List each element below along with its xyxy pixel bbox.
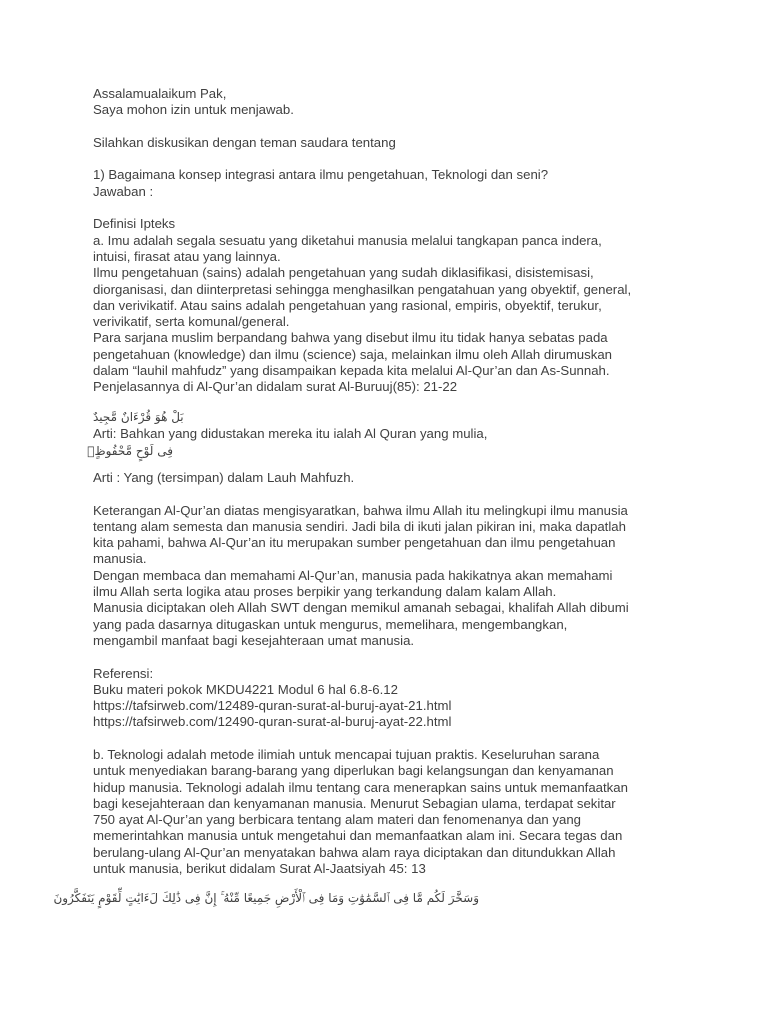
spacer (93, 200, 683, 216)
spacer (93, 486, 683, 502)
arabic-verse-al-buruj-22: فِى لَوْحٍ مَّحْفُوظٍۭ (87, 443, 173, 458)
text-line: mengambil manfaat bagi kesejahteraan umat manusia. (93, 632, 415, 648)
greeting-line-1: Assalamualaikum Pak, (93, 86, 227, 101)
text-line: memerintahkan manusia untuk mengetahui dan memanfaatkan alam ini. Secara tegas dan (93, 828, 623, 844)
text-line: yang pada dasarnya ditugaskan untuk mengurus, memelihara, mengembangkan, (93, 616, 568, 632)
spacer (93, 731, 683, 747)
reference-link: https://tafsirweb.com/12490-quran-surat-al-buruj-ayat-22.html (93, 714, 452, 730)
section-a-paragraph (93, 233, 683, 396)
spacer (93, 396, 683, 408)
arabic-verse-al-jaatsiyah-13: وَسَخَّرَ لَكُم مَّا فِى ٱلسَّمَٰوَٰتِ وَمَا فِى ٱلْأَرْضِ جَمِيعًا مِّنْهُ ۚ إِنَّ فِى ذَٰلِكَ لَءَايَٰتٍ لِّقَوْمٍ يَتَفَكَّرُونَ (53, 891, 479, 906)
text-line: kita pahami, bahwa Al-Qur’an itu merupakan sumber pengetahuan dan ilmu pengetahuan (93, 535, 616, 551)
text-line: Keterangan Al-Qur’an diatas mengisyaratkan, bahwa ilmu Allah itu melingkupi ilmu manusia (93, 502, 628, 518)
arabic-verse-al-buruj-21: بَلْ هُوَ قُرْءَانٌ مَّجِيدٌ (93, 409, 184, 424)
reference-book: Buku materi pokok MKDU4221 Modul 6 hal 6.8-6.12 (93, 681, 398, 697)
translation-verse-22: Arti : Yang (tersimpan) dalam Lauh Mahfuzh. (93, 469, 355, 485)
document-body (53, 86, 683, 907)
section-a-heading: Definisi Ipteks (93, 216, 176, 232)
text-line: 750 ayat Al-Qur’an yang berbicara tentang alam materi dan fenomenanya dan yang (93, 812, 582, 828)
text-line: dan verivikatif. Atau sains adalah pengetahuan yang rasional, empiris, obyektif, terukur, (93, 297, 602, 313)
explanation-paragraph (93, 503, 683, 650)
reference-link: https://tafsirweb.com/12489-quran-surat-al-buruj-ayat-21.html (93, 698, 452, 714)
text-line: a. Imu adalah segala sesuatu yang diketahui manusia melalui tangkapan panca indera, (93, 232, 602, 248)
text-line: b. Teknologi adalah metode ilimiah untuk mencapai tujuan praktis. Keseluruhan sarana (93, 746, 600, 762)
text-line: hidup manusia. Teknologi adalah ilmu tentang cara menerapkan sains untuk memanfaatkan (93, 779, 628, 795)
text-line: untuk manusia, berikut didalam Surat Al-Jaatsiyah 45: 13 (93, 861, 426, 877)
discussion-prompt: Silahkan diskusikan dengan teman saudara tentang (93, 134, 396, 150)
text-line: diorganisasi, dan diinterpretasi sehingga menghasilkan pengatahuan yang obyektif, general, (93, 281, 632, 297)
spacer (93, 460, 683, 470)
section-b-paragraph (93, 747, 683, 877)
text-line: verivikatif, serta komunal/general. (93, 314, 290, 330)
text-line: manusia. (93, 551, 147, 567)
text-line: Para sarjana muslim berpandang bahwa yang disebut ilmu itu tidak hanya sebatas pada (93, 330, 608, 346)
text-line: Ilmu pengetahuan (sains) adalah pengetahuan yang sudah diklasifikasi, disistemisasi, (93, 265, 594, 281)
text-line: pengetahuan (knowledge) dan ilmu (science) saja, melainkan ilmu oleh Allah dirumuskan (93, 346, 612, 362)
translation-verse-21: Arti: Bahkan yang didustakan mereka itu ialah Al Quran yang mulia, (93, 425, 488, 441)
text-line: intuisi, firasat atau yang lainnya. (93, 248, 281, 264)
text-line: Dengan membaca dan memahami Al-Qur’an, manusia pada hakikatnya akan memahami (93, 567, 613, 583)
references-heading: Referensi: (93, 665, 154, 681)
spacer (93, 649, 683, 665)
text-line: Penjelasannya di Al-Qur’an didalam surat Al-Buruuj(85): 21-22 (93, 379, 458, 395)
answer-label: Jawaban : (93, 183, 154, 199)
question-1: 1) Bagaimana konsep integrasi antara ilmu pengetahuan, Teknologi dan seni? (93, 167, 549, 183)
text-line: dalam “lauhil mahfudz” yang disampaikan kepada kita melalui Al-Qur’an dan As-Sunnah. (93, 363, 610, 379)
spacer (93, 877, 683, 889)
text-line: berulang-ulang Al-Qur’an menyatakan bahwa alam raya diciptakan dan ditundukkan Allah (93, 844, 616, 860)
text-line: tentang alam semesta dan manusia sendiri. Jadi bila di ikuti jalan pikiran ini, maka dapatlah (93, 518, 626, 534)
text-line: Manusia diciptakan oleh Allah SWT dengan memikul amanah sebagai, khalifah Allah dibumi (93, 600, 629, 616)
references-list (93, 682, 683, 731)
text-line: bagi kesejahteraan dan kenyamanan manusia. Menurut Sebagian ulama, terdapat sekitar (93, 795, 616, 811)
spacer (93, 119, 683, 135)
text-line: untuk menyediakan barang-barang yang diperlukan bagi kelangsungan dan kenyamanan (93, 763, 614, 779)
text-line: ilmu Allah serta logika atau proses berpikir yang terkandung dalam kalam Allah. (93, 584, 557, 600)
spacer (93, 151, 683, 167)
greeting-line-2: Saya mohon izin untuk menjawab. (93, 102, 294, 118)
